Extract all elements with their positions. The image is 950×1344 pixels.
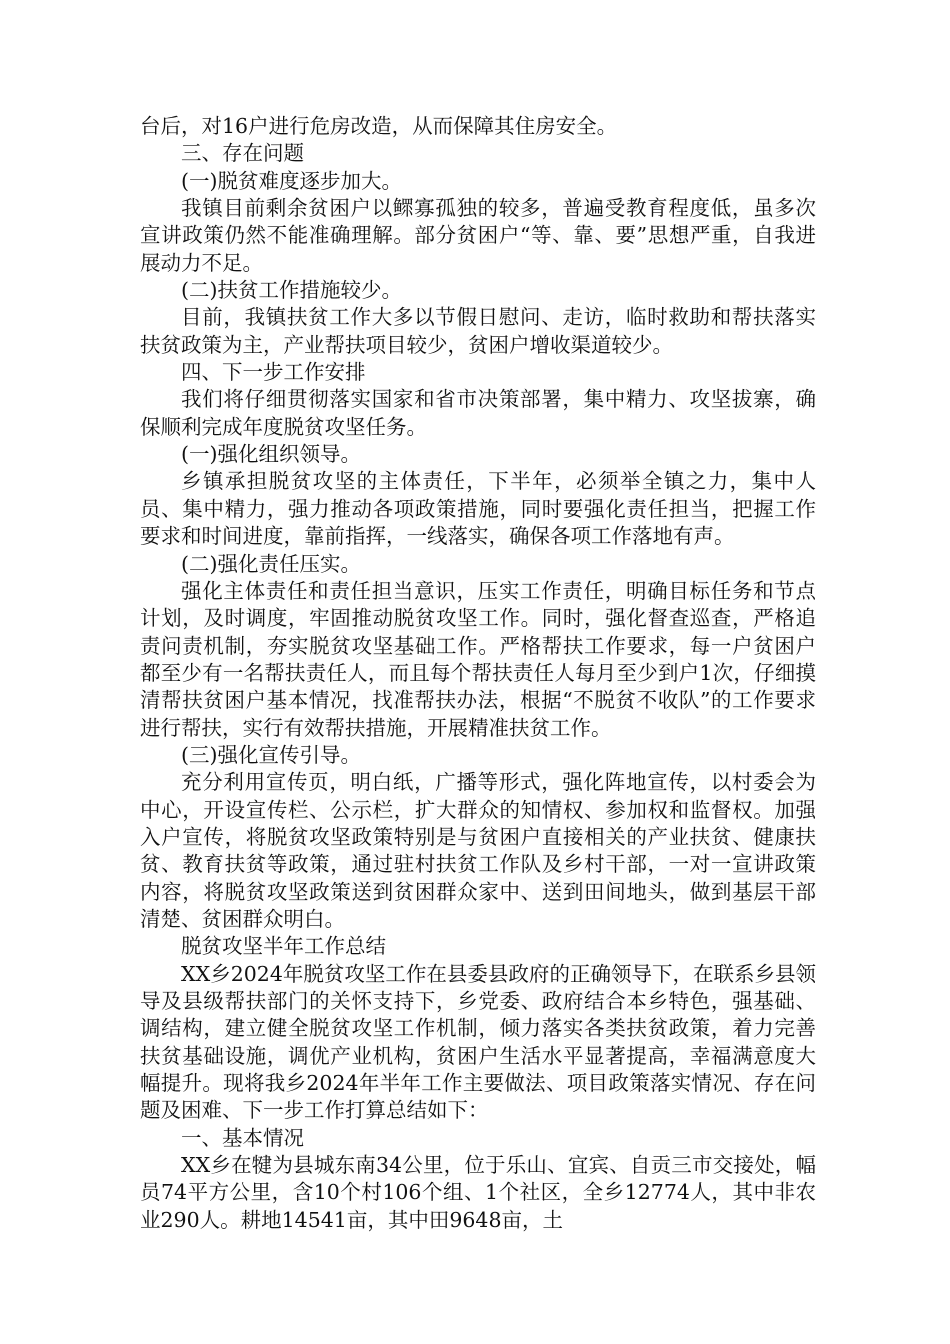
document-body	[140, 113, 816, 1234]
subsection-heading: (一)脱贫难度逐步加大。	[181, 168, 402, 193]
section-heading: 三、存在问题	[181, 141, 304, 166]
paragraph: 目前，我镇扶贫工作大多以节假日慰问、走访，临时救助和帮扶落实扶贫政策为主，产业帮扶项目较少，贫困户增收渠道较少。	[140, 305, 816, 357]
subsection-heading: (三)强化宣传引导。	[181, 742, 361, 767]
document-title: 脱贫攻坚半年工作总结	[181, 934, 386, 959]
paragraph: 乡镇承担脱贫攻坚的主体责任，下半年，必须举全镇之力，集中人员、集中精力，强力推动各项政策措施，同时要强化责任担当，把握工作要求和时间进度，靠前指挥，一线落实，确保各项工作落地有声。	[140, 469, 816, 549]
subsection-heading: (二)扶贫工作措施较少。	[181, 278, 402, 303]
section-heading: 一、基本情况	[181, 1125, 304, 1150]
paragraph: 我们将仔细贯彻落实国家和省市决策部署，集中精力、攻坚拔寨，确保顺利完成年度脱贫攻坚任务。	[140, 387, 816, 439]
paragraph: XX乡在犍为县城东南34公里，位于乐山、宜宾、自贡三市交接处，幅员74平方公里，含10个村106个组、1个社区，全乡12774人，其中非农业290人。耕地14541亩，其中田9648亩，土	[140, 1153, 816, 1232]
paragraph: 我镇目前剩余贫困户以鳏寡孤独的较多，普遍受教育程度低，虽多次宣讲政策仍然不能准确理解。部分贫困户“等、靠、要”思想严重，自我进展动力不足。	[140, 196, 816, 275]
subsection-heading: (一)强化组织领导。	[181, 442, 361, 467]
paragraph: 台后，对16户进行危房改造，从而保障其住房安全。	[140, 114, 618, 138]
subsection-heading: (二)强化责任压实。	[181, 551, 361, 576]
paragraph: 强化主体责任和责任担当意识，压实工作责任，明确目标任务和节点计划，及时调度，牢固推动脱贫攻坚工作。同时，强化督查巡查，严格追责问责机制，夯实脱贫攻坚基础工作。严格帮扶工作要求，每一户贫困户都至少有一名帮扶责任人，而且每个帮扶责任人每月至少到户1次，仔细摸清帮扶贫困户基本情况，找准帮扶办法，根据“不脱贫不收队”的工作要求进行帮扶，实行有效帮扶措施，开展精准扶贫工作。	[140, 578, 816, 740]
paragraph: XX乡2024年脱贫攻坚工作在县委县政府的正确领导下，在联系乡县领导及县级帮扶部门的关怀支持下，乡党委、政府结合本乡特色，强基础、调结构，建立健全脱贫攻坚工作机制，倾力落实各类扶贫政策，着力完善扶贫基础设施，调优产业机构，贫困户生活水平显著提高，幸福满意度大幅提升。现将我乡2024年半年工作主要做法、项目政策落实情况、存在问题及困难、下一步工作打算总结如下：	[140, 961, 816, 1123]
paragraph: 充分利用宣传页，明白纸，广播等形式，强化阵地宣传，以村委会为中心，开设宣传栏、公示栏，扩大群众的知情权、参加权和监督权。加强入户宣传，将脱贫攻坚政策特别是与贫困户直接相关的产业扶贫、健康扶贫、教育扶贫等政策，通过驻村扶贫工作队及乡村干部，一对一宣讲政策内容，将脱贫攻坚政策送到贫困群众家中、送到田间地头，做到基层干部清楚、贫困群众明白。	[140, 770, 816, 931]
section-heading: 四、下一步工作安排	[181, 360, 366, 385]
